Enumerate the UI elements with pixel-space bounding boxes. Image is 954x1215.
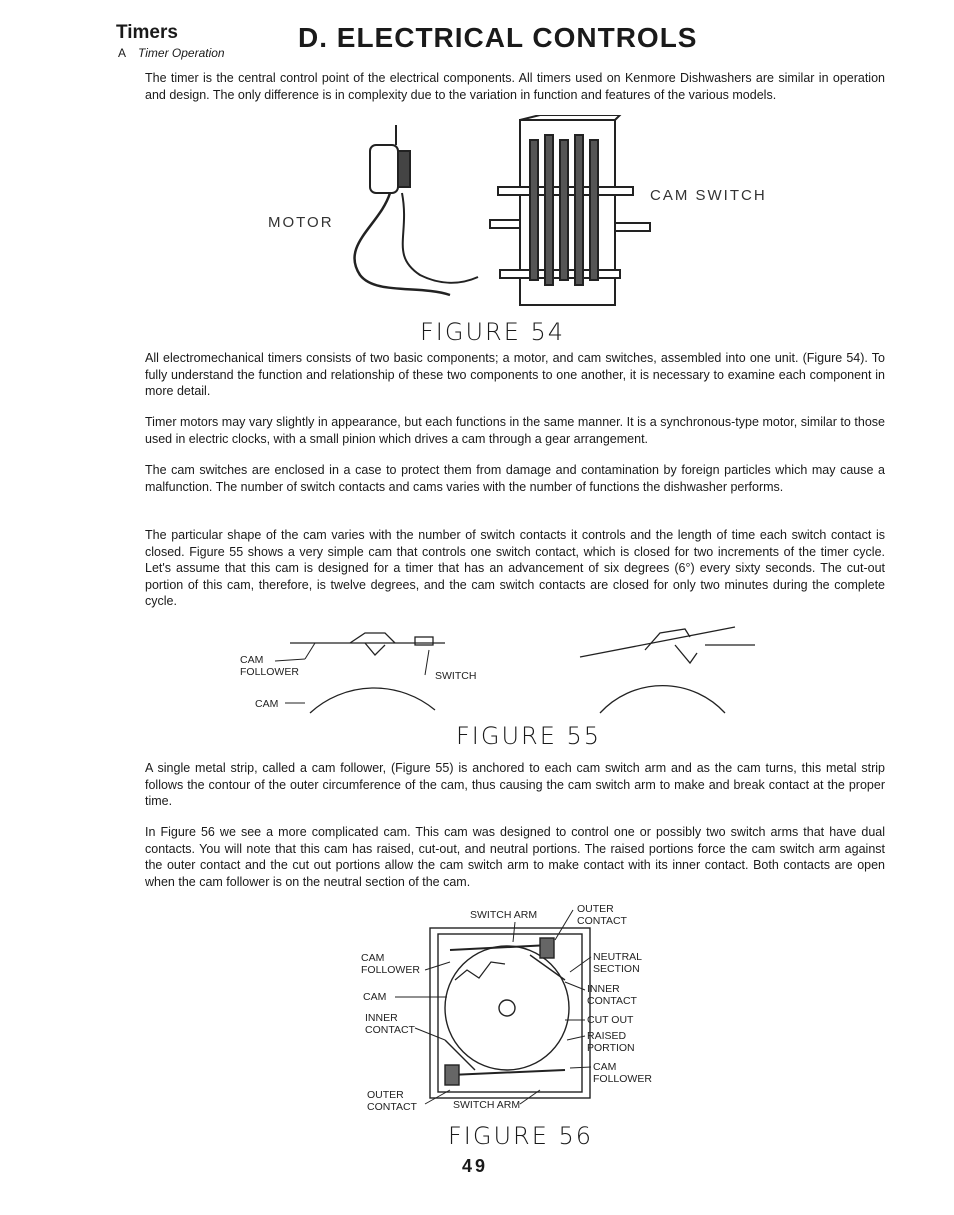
fig56-outer-contact-bottom-label-2: CONTACT bbox=[367, 1101, 417, 1113]
paragraph-cam-switches: The cam switches are enclosed in a case to protect them from damage and contamination by foreign particles which may cause a malfunction. The number of switch contacts and cams varies with the number of functions the dishwasher performs. bbox=[145, 463, 885, 494]
fig56-neutral-section-label-2: SECTION bbox=[593, 963, 640, 975]
paragraph-cam-follower: A single metal strip, called a cam follower, (Figure 55) is anchored to each cam switch arm and as the cam turns, this metal strip follows the contour of the outer circumference of the cam, thus causing the cam switch arm to make and break contact at the proper time. bbox=[145, 761, 885, 808]
paragraph-cam-shape: The particular shape of the cam varies with the number of switch contacts it controls and the length of time each switch contact is closed. Figure 55 shows a very simple cam that controls one switch contact, which is closed for two increments of the timer cycle. Let's assume that this cam is designed for a timer that has an advancement of six degrees (6°) every sixty seconds. The cut-out portion of this cam, therefore, is twelve degrees, and the cam switch contacts are closed for only two minutes during the complete cycle. bbox=[145, 528, 885, 608]
figure-56-caption: FIGURE 56 bbox=[448, 1122, 594, 1150]
figure-55-diagram bbox=[235, 625, 775, 720]
fig56-raised-portion-label-1: RAISED bbox=[587, 1030, 627, 1042]
fig56-cut-out-label: CUT OUT bbox=[587, 1014, 634, 1026]
paragraph-components: All electromechanical timers consists of two basic components; a motor, and cam switches, assembled into one unit. (Figure 54). To fully understand the function and relationship of these two components to one another, it is necessary to examine each component in more detail. bbox=[145, 351, 885, 398]
fig56-switch-arm-top-label: SWITCH ARM bbox=[470, 909, 538, 921]
cam-drawing-right bbox=[580, 627, 755, 713]
fig56-cam-follower-right-label-1: CAM bbox=[593, 1061, 617, 1073]
fig56-raised-portion-label-2: PORTION bbox=[587, 1042, 635, 1054]
fig56-cam-follower-left-label-1: CAM bbox=[361, 952, 385, 964]
fig55-switch-label: SWITCH bbox=[435, 670, 477, 682]
figure-54-caption: FIGURE 54 bbox=[420, 318, 566, 346]
fig55-cam-follower-label-2: FOLLOWER bbox=[240, 666, 299, 678]
figure-54-diagram bbox=[220, 115, 860, 320]
fig55-cam-label: CAM bbox=[255, 698, 279, 710]
fig56-cam-follower-right-label-2: FOLLOWER bbox=[593, 1073, 652, 1085]
subsection-letter: A bbox=[118, 46, 127, 60]
fig56-inner-contact-right-label-1: INNER bbox=[587, 983, 620, 995]
paragraph-complicated-cam: In Figure 56 we see a more complicated cam. This cam was designed to control one or possibly two switch arms that have dual contacts. You will note that this cam has raised, cut-out, and neutral portions. The raised portions force the cam switch arm against the outer contact and the cut out portions allow the cam switch arm to make contact with its inner contact. Both contacts are open when the cam follower is on the neutral section of the cam. bbox=[145, 825, 885, 889]
motor-label: MOTOR bbox=[268, 214, 334, 231]
fig56-cam-label: CAM bbox=[363, 991, 387, 1003]
paragraph-intro: The timer is the central control point of the electrical components. All timers used on Kenmore Dishwashers are similar in operation and design. The only difference is in complexity due to the variation in function and features of the various models. bbox=[145, 71, 885, 102]
figure-55-caption: FIGURE 55 bbox=[456, 722, 602, 750]
section-title: Timers bbox=[116, 22, 178, 43]
fig56-cam-follower-left-label-2: FOLLOWER bbox=[361, 964, 420, 976]
subsection-title: Timer Operation bbox=[138, 46, 225, 60]
fig56-outer-contact-top-label-2: CONTACT bbox=[577, 915, 627, 927]
cam-switch-drawing bbox=[490, 115, 650, 305]
fig56-switch-arm-bottom-label: SWITCH ARM bbox=[453, 1099, 521, 1111]
paragraph-motors: Timer motors may vary slightly in appearance, but each functions in the same manner. It is a synchronous-type motor, similar to those used in electric clocks, with a small pinion which drives a cam through a gear arrangement. bbox=[145, 415, 885, 446]
fig56-outer-contact-bottom-label-1: OUTER bbox=[367, 1089, 404, 1101]
page-number: 49 bbox=[462, 1156, 489, 1176]
fig56-neutral-section-label-1: NEUTRAL bbox=[593, 951, 643, 963]
fig55-cam-follower-label-1: CAM bbox=[240, 654, 264, 666]
cam-assembly-drawing bbox=[430, 928, 590, 1098]
page-title: D. ELECTRICAL CONTROLS bbox=[298, 22, 698, 53]
fig56-inner-contact-right-label-2: CONTACT bbox=[587, 995, 637, 1007]
fig56-inner-contact-left-label-1: INNER bbox=[365, 1012, 398, 1024]
fig56-outer-contact-top-label-1: OUTER bbox=[577, 903, 614, 915]
figure-56-diagram bbox=[355, 900, 675, 1120]
subsection-heading bbox=[118, 46, 225, 60]
cam-switch-label: CAM SWITCH bbox=[650, 187, 767, 204]
fig56-inner-contact-left-label-2: CONTACT bbox=[365, 1024, 415, 1036]
motor-drawing bbox=[354, 125, 478, 295]
